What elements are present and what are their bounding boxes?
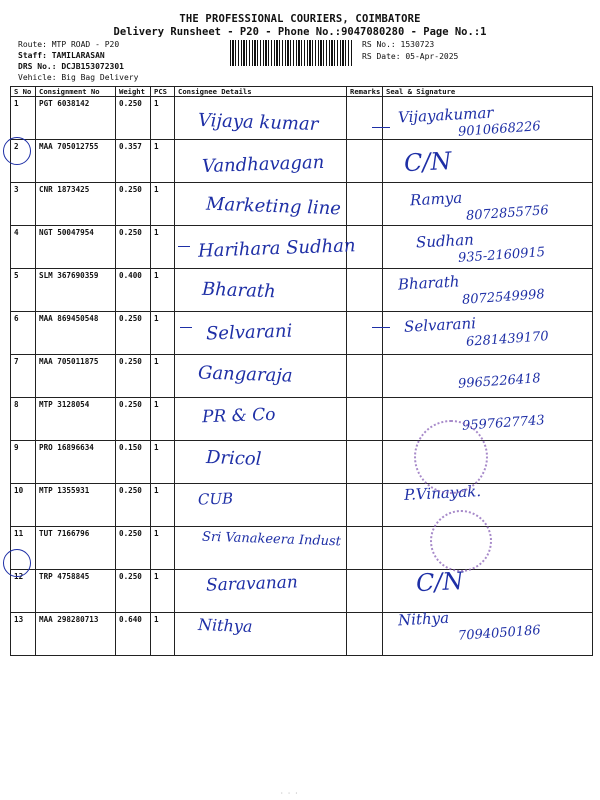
weight-cell: 0.250	[116, 97, 151, 140]
phone-handwriting: 9010668226	[457, 119, 542, 140]
remarks-cell	[347, 183, 383, 226]
remarks-cell	[347, 269, 383, 312]
remarks-cell	[347, 140, 383, 183]
phone-handwriting: 7094050186	[457, 623, 542, 644]
pcs-cell: 1	[151, 97, 175, 140]
consignment-no-cell: NGT 50047954	[36, 226, 116, 269]
remarks-cell	[347, 527, 383, 570]
table-header-row	[11, 87, 593, 97]
pcs-cell: 1	[151, 183, 175, 226]
signature-handwriting: C/N	[403, 146, 453, 178]
remarks-cell	[347, 441, 383, 484]
signature-handwriting: P.Vinayak.	[403, 481, 482, 505]
phone-handwriting: 6281439170	[465, 329, 550, 350]
consignment-no-cell: MAA 705012755	[36, 140, 116, 183]
consignee-handwriting: Marketing line	[205, 193, 342, 220]
runsheet-subtitle: Delivery Runsheet - P20 - Phone No.:9047080280 - Page No.:1	[113, 26, 487, 38]
pcs-cell: 1	[151, 441, 175, 484]
remarks-cell	[347, 484, 383, 527]
sno-cell: 5	[11, 269, 36, 312]
consignee-dash	[180, 327, 192, 328]
weight-cell: 0.250	[116, 398, 151, 441]
table-row	[11, 570, 593, 613]
phone-handwriting: 935-2160915	[457, 244, 546, 267]
consignment-no-cell: MAA 298280713	[36, 613, 116, 656]
remarks-cell	[347, 570, 383, 613]
weight-cell: 0.250	[116, 312, 151, 355]
consignee-handwriting: Bharath	[201, 278, 277, 303]
sno-cell: 2	[11, 140, 36, 183]
col-pcs: PCS	[151, 87, 175, 97]
consignee-handwriting: Vijaya kumar	[197, 109, 319, 136]
col-remarks: Remarks	[347, 87, 383, 97]
weight-cell: 0.357	[116, 140, 151, 183]
staff-text: Staff: TAMILARASAN	[18, 51, 105, 60]
weight-cell: 0.400	[116, 269, 151, 312]
consignee-handwriting: Sri Vanakeera Indust	[201, 529, 342, 550]
weight-cell: 0.250	[116, 355, 151, 398]
seal-stamp	[430, 510, 492, 572]
remarks-cell	[347, 312, 383, 355]
consignment-no-cell: MAA 705011875	[36, 355, 116, 398]
signature-cell[interactable]	[383, 570, 593, 613]
consignee-handwriting: Saravanan	[205, 572, 299, 596]
pcs-cell: 1	[151, 312, 175, 355]
weight-cell: 0.150	[116, 441, 151, 484]
phone-handwriting: 8072549998	[461, 287, 546, 308]
consignment-no-cell: SLM 367690359	[36, 269, 116, 312]
consignment-no-cell: TUT 7166796	[36, 527, 116, 570]
sno-cell: 8	[11, 398, 36, 441]
remarks-cell	[347, 97, 383, 140]
pcs-cell: 1	[151, 484, 175, 527]
col-sno: S No	[11, 87, 36, 97]
route-text: Route: MTP ROAD - P20	[18, 40, 120, 49]
company-title: THE PROFESSIONAL COURIERS, COIMBATORE	[179, 13, 421, 25]
pcs-cell: 1	[151, 398, 175, 441]
consignment-no-cell: MAA 869450548	[36, 312, 116, 355]
pcs-cell: 1	[151, 140, 175, 183]
consignee-handwriting: PR & Co	[201, 404, 276, 428]
pcs-cell: 1	[151, 570, 175, 613]
remarks-cell	[347, 613, 383, 656]
consignee-dash	[178, 246, 190, 247]
weight-cell: 0.250	[116, 527, 151, 570]
sno-cell: 6	[11, 312, 36, 355]
signature-handwriting: Sudhan	[415, 230, 475, 252]
sno-circle-mark	[3, 549, 31, 577]
rs-date: RS Date: 05-Apr-2025	[362, 52, 459, 61]
consignment-no-cell: PRO 16896634	[36, 441, 116, 484]
consignment-no-cell: CNR 1873425	[36, 183, 116, 226]
sno-cell: 3	[11, 183, 36, 226]
pcs-cell: 1	[151, 527, 175, 570]
remarks-cell	[347, 355, 383, 398]
rs-number: RS No.: 1530723	[362, 40, 435, 49]
signature-handwriting: Bharath	[397, 272, 460, 294]
sno-cell: 7	[11, 355, 36, 398]
phone-handwriting: 9597627743	[461, 413, 546, 434]
weight-cell: 0.250	[116, 570, 151, 613]
signature-handwriting: Selvarani	[403, 314, 477, 336]
consignment-no-cell: MTP 1355931	[36, 484, 116, 527]
sno-cell: 10	[11, 484, 36, 527]
barcode	[230, 40, 352, 66]
sno-circle-mark	[3, 137, 31, 165]
consignment-no-cell: TRP 4758845	[36, 570, 116, 613]
weight-cell: 0.250	[116, 484, 151, 527]
remarks-cell	[347, 398, 383, 441]
col-weight: Weight	[116, 87, 151, 97]
weight-cell: 0.250	[116, 183, 151, 226]
remark-dash	[372, 327, 390, 328]
weight-cell: 0.640	[116, 613, 151, 656]
signature-handwriting: Vijayakumar	[397, 103, 494, 127]
footer-mark: · · ·	[280, 790, 299, 797]
weight-cell: 0.250	[116, 226, 151, 269]
signature-handwriting: Ramya	[409, 188, 463, 210]
sno-cell: 11	[11, 527, 36, 570]
table-row	[11, 441, 593, 484]
seal-stamp	[414, 420, 488, 494]
pcs-cell: 1	[151, 269, 175, 312]
consignee-handwriting: Nithya	[197, 615, 253, 636]
pcs-cell: 1	[151, 613, 175, 656]
signature-handwriting: C/N	[415, 566, 465, 598]
sno-cell: 12	[11, 570, 36, 613]
sno-cell: 1	[11, 97, 36, 140]
col-consignment: Consignment No	[36, 87, 116, 97]
col-consignee: Consignee Details	[175, 87, 347, 97]
consignee-handwriting: Harihara Sudhan	[197, 235, 356, 262]
col-signature: Seal & Signature	[383, 87, 593, 97]
remark-dash	[372, 127, 390, 128]
consignee-handwriting: CUB	[197, 489, 234, 509]
signature-handwriting: Nithya	[397, 608, 450, 630]
drs-text: DRS No.: DCJB153072301	[18, 62, 124, 71]
consignee-handwriting: Selvarani	[205, 320, 293, 345]
phone-handwriting: 9965226418	[457, 371, 542, 392]
consignee-handwriting: Gangaraja	[197, 362, 293, 387]
phone-handwriting: 8072855756	[465, 203, 550, 224]
consignment-no-cell: PGT 6038142	[36, 97, 116, 140]
pcs-cell: 1	[151, 226, 175, 269]
consignee-handwriting: Vandhavagan	[201, 151, 325, 178]
vehicle-text: Vehicle: Big Bag Delivery	[18, 73, 139, 82]
sno-cell: 13	[11, 613, 36, 656]
consignment-no-cell: MTP 3128054	[36, 398, 116, 441]
table-row	[11, 484, 593, 527]
consignee-handwriting: Dricol	[205, 447, 262, 470]
pcs-cell: 1	[151, 355, 175, 398]
sno-cell: 9	[11, 441, 36, 484]
sno-cell: 4	[11, 226, 36, 269]
